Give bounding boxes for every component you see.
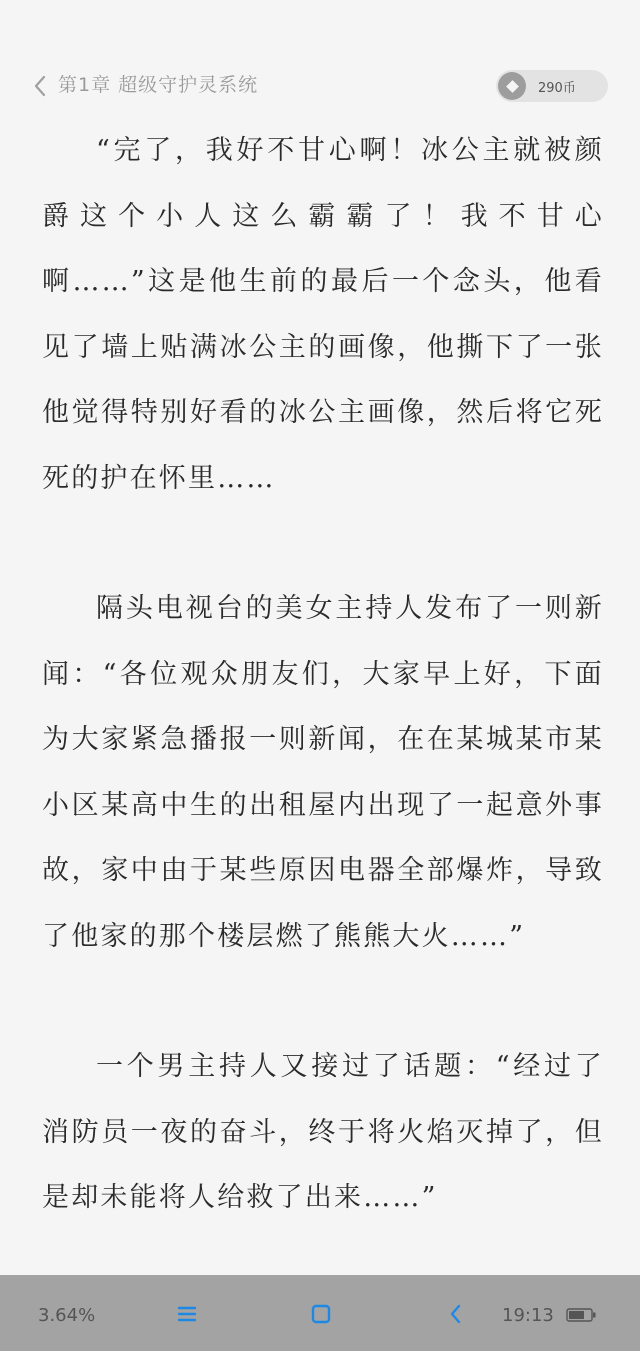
reader-header bbox=[0, 64, 640, 108]
square-icon bbox=[310, 1303, 332, 1325]
clock: 19:13 bbox=[502, 1305, 554, 1326]
reader-footer bbox=[0, 1275, 640, 1351]
paragraph: “完了，我好不甘心啊！冰公主就被颜爵这个小人这么霸霸了！我不甘心啊……”这是他生前的最后一个念头，他看见了墙上贴满冰公主的画像，他撕下了一张他觉得特别好看的冰公主画像，然后将它死死的护在怀里…… bbox=[42, 135, 604, 494]
coin-balance-button[interactable] bbox=[496, 70, 608, 102]
paragraph: 隔头电视台的美女主持人发布了一则新闻：“各位观众朋友们，大家早上好，下面为大家紧急播报一则新闻，在在某城某市某小区某高中生的出租屋内出现了一起意外事故，家中由于某些原因电器全部爆炸，导致了他家的那个楼层燃了熊熊大火……” bbox=[42, 593, 604, 952]
chevron-left-icon bbox=[448, 1303, 462, 1325]
chapter-content bbox=[42, 118, 604, 1231]
back-button[interactable] bbox=[26, 72, 54, 100]
chevron-left-icon bbox=[33, 75, 47, 97]
coin-balance: 290币 bbox=[538, 81, 576, 96]
paragraph: 一个男主持人又接过了话题：“经过了消防员一夜的奋斗，终于将火焰灭掉了，但是却未能将人给救了出来……” bbox=[42, 1051, 604, 1213]
coin-icon bbox=[498, 72, 526, 100]
reading-progress: 3.64% bbox=[38, 1305, 96, 1326]
home-button[interactable] bbox=[308, 1301, 334, 1327]
battery-icon bbox=[566, 1308, 596, 1322]
menu-icon bbox=[174, 1301, 200, 1327]
menu-button[interactable] bbox=[174, 1301, 200, 1327]
back-nav-button[interactable] bbox=[442, 1301, 468, 1327]
chapter-title: 第1章 超级守护灵系统 bbox=[58, 74, 259, 96]
